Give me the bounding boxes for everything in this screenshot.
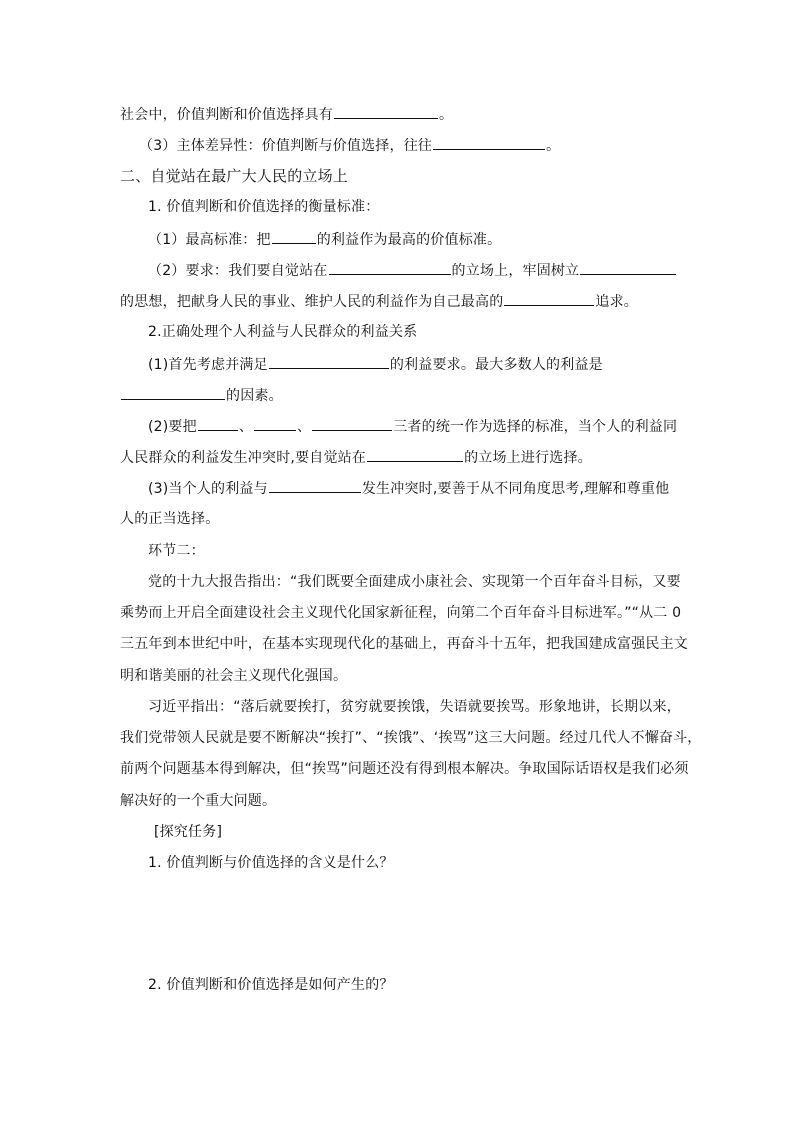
text: 三者的统一作为选择的标准，当个人的利益同 xyxy=(393,419,678,435)
text-line: 明和谐美丽的社会主义现代化强国。 xyxy=(120,668,348,684)
text: 、 xyxy=(297,419,312,435)
text: 社会中，价值判断和价值选择具有 xyxy=(120,107,333,123)
text: 的利益要求。最大多数人的利益是 xyxy=(389,357,603,373)
fill-blank[interactable] xyxy=(433,135,545,150)
fill-blank[interactable] xyxy=(121,385,225,400)
subheading: 1. 价值判断和价值选择的衡量标准： xyxy=(148,199,380,215)
text: 发生冲突时,要善于从不同角度思考,理解和尊重他 xyxy=(361,481,670,497)
subheading: 2.正确处理个人利益与人民群众的利益关系 xyxy=(148,324,418,340)
text-line: 三五年到本世纪中叶，在基本实现现代化的基础上，再奋斗十五年，把我国建成富强民主文 xyxy=(120,636,688,652)
fill-blank[interactable] xyxy=(312,416,392,431)
text: （1）最高标准：把 xyxy=(148,232,271,248)
fill-blank[interactable] xyxy=(334,104,438,119)
text-line: 习近平指出：“落后就要挨打，贫穷就要挨饿，失语就要挨骂。形象地讲，长期以来， xyxy=(148,699,681,715)
fill-blank[interactable] xyxy=(254,416,296,431)
text-line: 人的正当选择。 xyxy=(120,511,220,527)
text: 的因素。 xyxy=(226,388,283,404)
fill-blank[interactable] xyxy=(269,354,389,369)
text-line xyxy=(148,354,603,375)
text-line xyxy=(120,291,638,312)
text-line xyxy=(120,447,592,468)
section-heading: 二、自觉站在最广大人民的立场上 xyxy=(120,167,349,185)
question-1: 1. 价值判断与价值选择的含义是什么？ xyxy=(148,855,394,871)
text: （2）要求：我们要自觉站在 xyxy=(148,263,328,279)
text-line xyxy=(120,104,453,125)
text-line xyxy=(120,385,283,406)
text: 的思想，把献身人民的事业、维护人民的利益作为自己最高的 xyxy=(120,294,504,310)
text-line: 我们党带领人民就是要不断解决“挨打”、“挨饿”、‘挨骂”这三大问题。经过几代人不懈奋斗， xyxy=(120,730,702,746)
text-line: 解决好的一个重大问题。 xyxy=(120,793,277,809)
fill-blank[interactable] xyxy=(329,260,451,275)
fill-blank[interactable] xyxy=(504,291,594,306)
text: 。 xyxy=(546,138,561,154)
text-line xyxy=(148,416,677,437)
question-2: 2. 价值判断和价值选择是如何产生的？ xyxy=(148,977,394,993)
task-heading: [探究任务] xyxy=(154,824,223,840)
text-line: 前两个问题基本得到解决，但“挨骂”问题还没有得到根本解决。争取国际话语权是我们必须 xyxy=(120,761,689,777)
text: 的立场上进行选择。 xyxy=(464,450,592,466)
section-label: 环节二： xyxy=(148,543,205,559)
text: （3）主体差异性：价值判断与价值选择，往往 xyxy=(139,138,433,154)
fill-blank[interactable] xyxy=(580,260,676,275)
text: (3)当个人的利益与 xyxy=(148,481,268,497)
text: (1)首先考虑并满足 xyxy=(148,357,268,373)
fill-blank[interactable] xyxy=(198,416,238,431)
fill-blank[interactable] xyxy=(367,447,463,462)
text-line xyxy=(148,478,669,499)
text: 的利益作为最高的价值标准。 xyxy=(316,232,502,248)
text-line xyxy=(139,135,560,156)
text: 人民群众的利益发生冲突时,要自觉站在 xyxy=(120,450,367,466)
text-line xyxy=(148,260,677,281)
fill-blank[interactable] xyxy=(269,478,361,493)
text-line: 乘势而上开启全面建设社会主义现代化国家新征程，向第二个百年奋斗目标进军。”“从二 0 xyxy=(120,605,682,621)
text-line: 党的十九大报告指出：“我们既要全面建成小康社会、实现第一个百年奋斗目标，又要 xyxy=(148,574,681,590)
text: 追求。 xyxy=(595,294,639,310)
text: (2)要把 xyxy=(148,419,197,435)
text: 、 xyxy=(238,419,254,435)
text-line xyxy=(148,229,501,250)
text: 。 xyxy=(439,107,454,123)
fill-blank[interactable] xyxy=(272,229,316,244)
text: 的立场上，牢固树立 xyxy=(451,263,580,279)
